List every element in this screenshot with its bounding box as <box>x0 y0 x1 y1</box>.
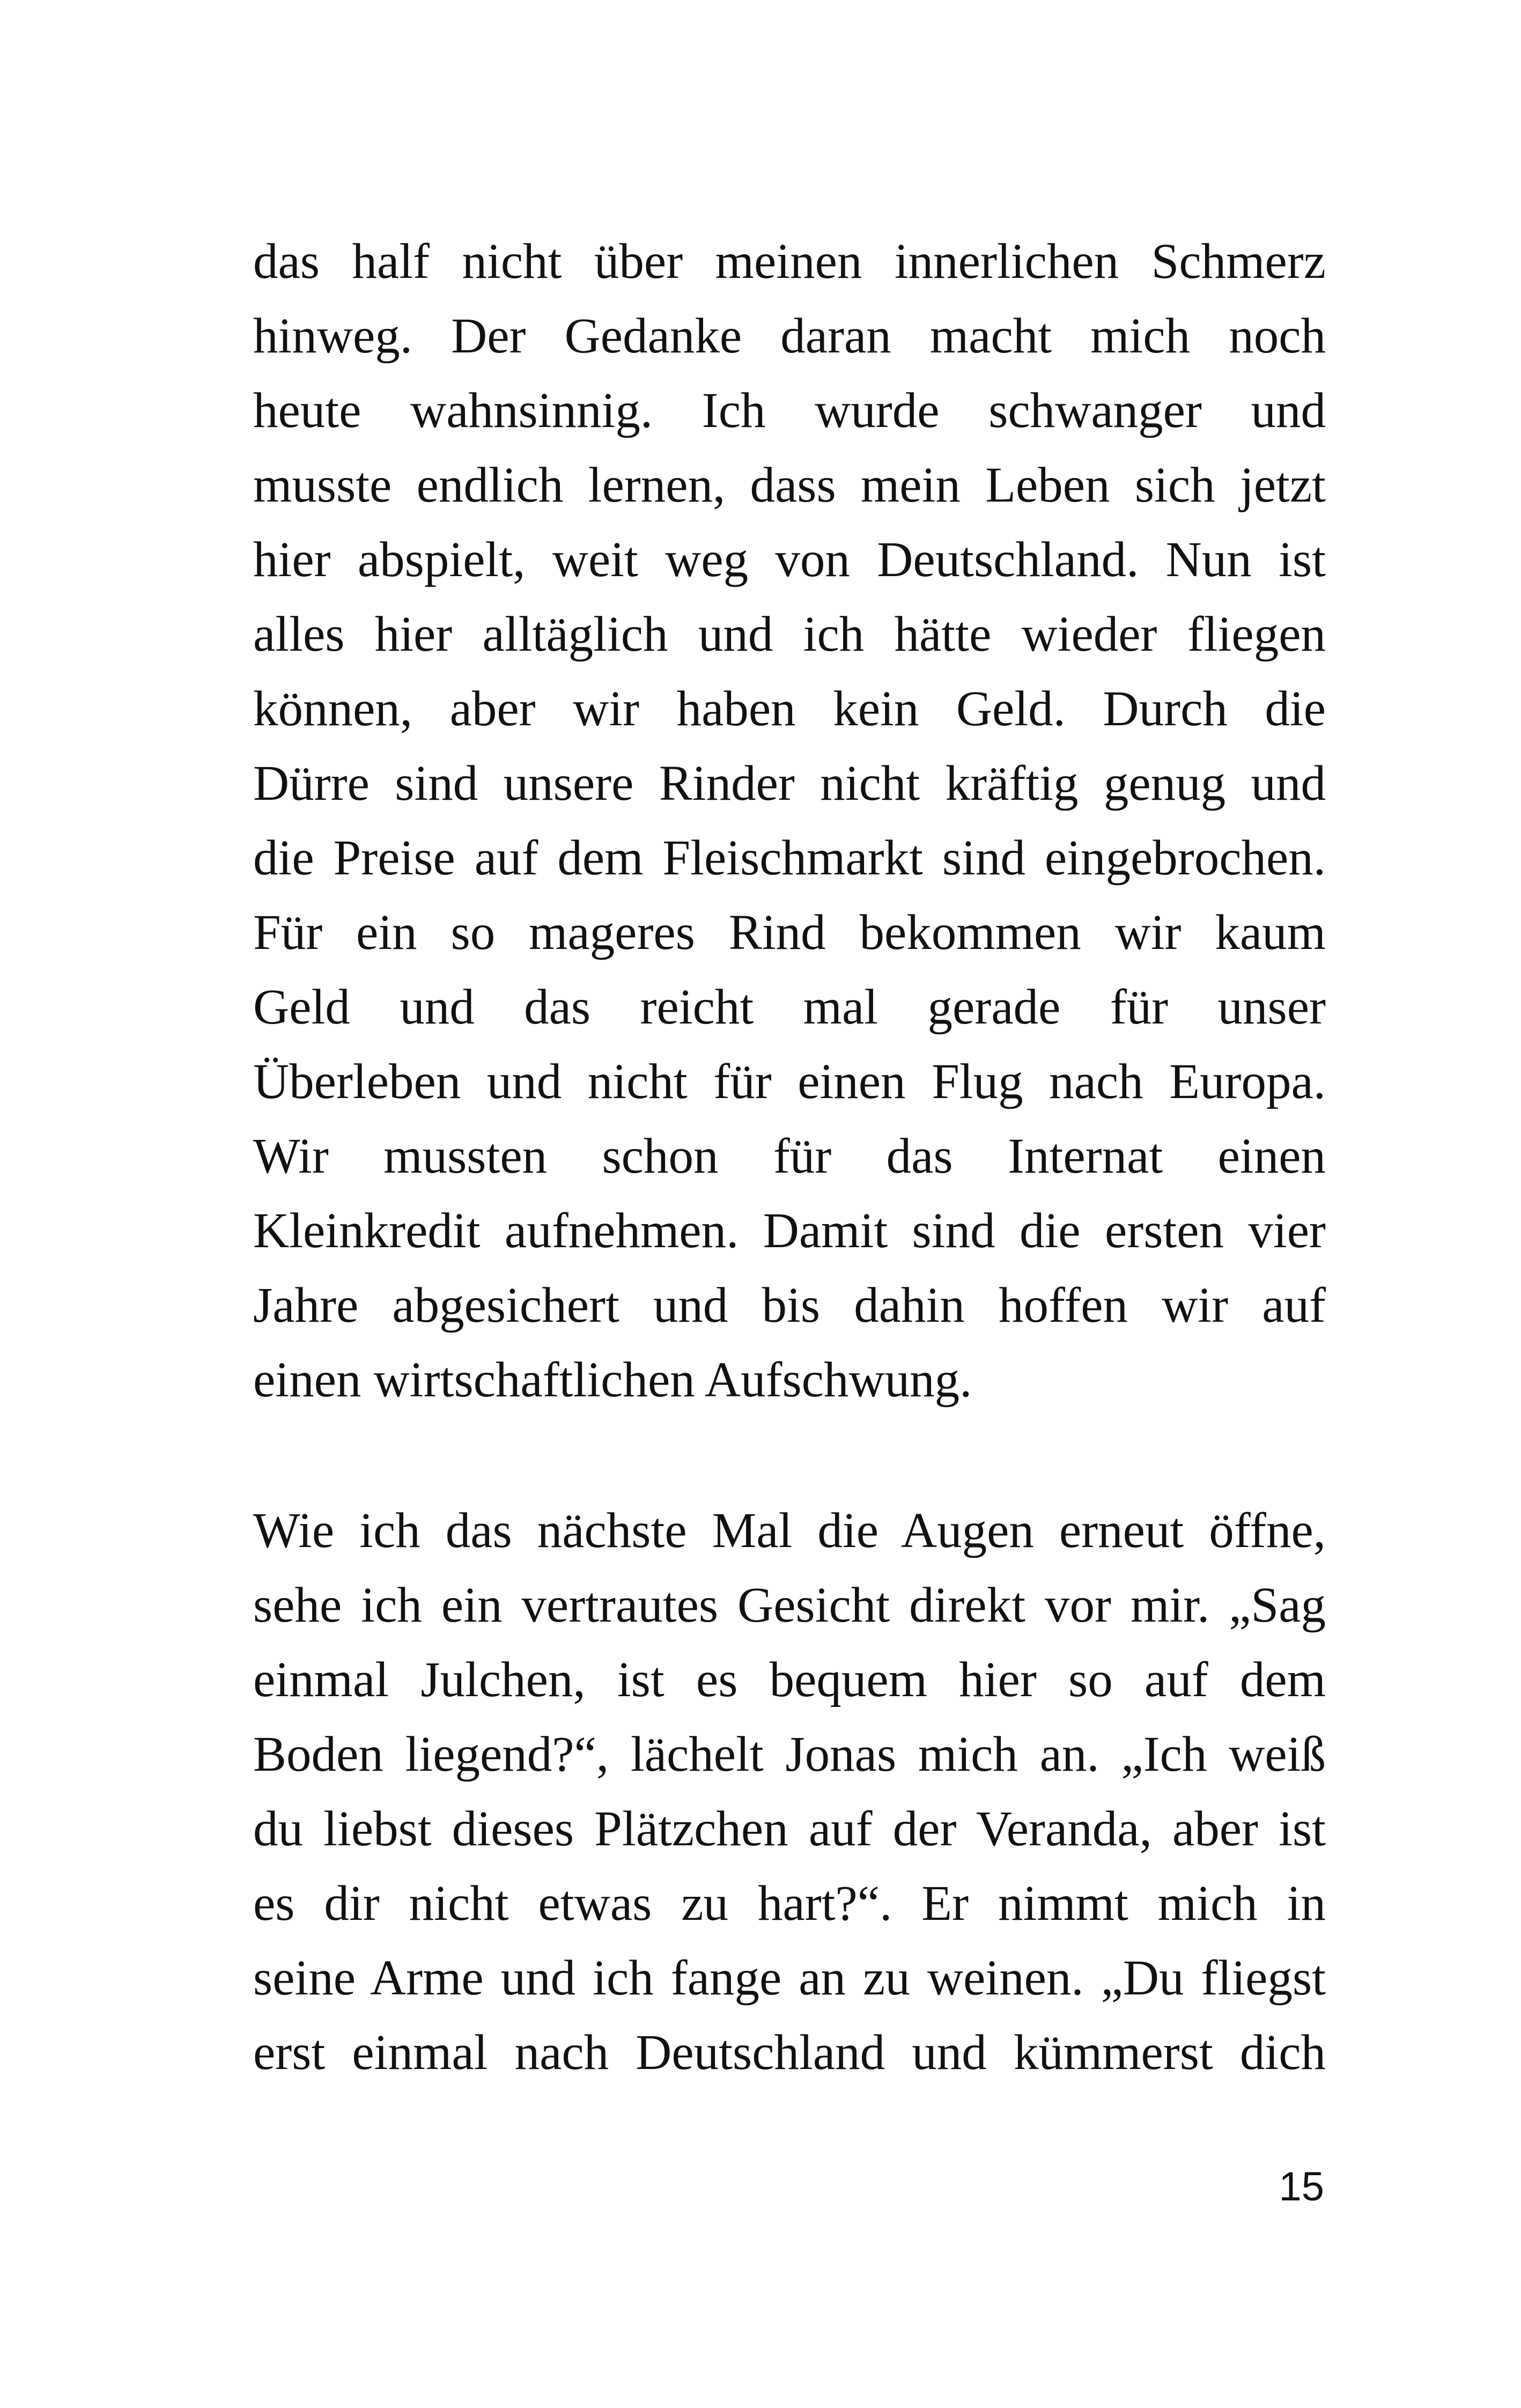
text-line: seine Arme und ich fange an zu weinen. „Du fliegst <box>253 1950 1326 2006</box>
text-line: Geld und das reicht mal gerade für unser <box>253 980 1326 1035</box>
text-line: einen wirtschaftlichen Aufschwung. <box>253 1352 972 1408</box>
text-line: Dürre sind unsere Rinder nicht kräftig genug und <box>253 756 1326 811</box>
text-line: einmal Julchen, ist es bequem hier so auf dem <box>253 1652 1326 1707</box>
page-number: 15 <box>1279 2164 1324 2210</box>
text-line: hier abspielt, weit weg von Deutschland. Nun ist <box>253 532 1326 587</box>
text-line: Wir mussten schon für das Internat einen <box>253 1129 1326 1184</box>
text-line: heute wahnsinnig. Ich wurde schwanger und <box>253 383 1326 438</box>
text-line: es dir nicht etwas zu hart?“. Er nimmt mich in <box>253 1876 1326 1931</box>
text-line: musste endlich lernen, dass mein Leben sich jetzt <box>253 458 1326 513</box>
text-line: sehe ich ein vertrautes Gesicht direkt vor mir. „Sag <box>253 1578 1326 1633</box>
text-line: erst einmal nach Deutschland und kümmerst dich <box>253 2025 1326 2080</box>
text-line: Jahre abgesichert und bis dahin hoffen wir auf <box>253 1278 1326 1333</box>
text-line: alles hier alltäglich und ich hätte wieder fliegen <box>253 607 1326 662</box>
paragraph-2 <box>253 1493 1326 2090</box>
text-line: Kleinkredit aufnehmen. Damit sind die ersten vier <box>253 1203 1326 1258</box>
text-line: hinweg. Der Gedanke daran macht mich noch <box>253 308 1326 364</box>
text-line: Für ein so mageres Rind bekommen wir kaum <box>253 905 1326 960</box>
text-line: Überleben und nicht für einen Flug nach Europa. <box>253 1054 1326 1109</box>
paragraph-1 <box>253 224 1326 1417</box>
text-line: das half nicht über meinen innerlichen Schmerz <box>253 234 1326 289</box>
text-line: Boden liegend?“, lächelt Jonas mich an. „Ich weiß <box>253 1727 1326 1782</box>
text-line: du liebst dieses Plätzchen auf der Veranda, aber ist <box>253 1801 1326 1857</box>
text-line: Wie ich das nächste Mal die Augen erneut öffne, <box>253 1503 1326 1558</box>
text-line: können, aber wir haben kein Geld. Durch die <box>253 681 1326 737</box>
text-line: die Preise auf dem Fleischmarkt sind eingebrochen. <box>253 830 1326 886</box>
